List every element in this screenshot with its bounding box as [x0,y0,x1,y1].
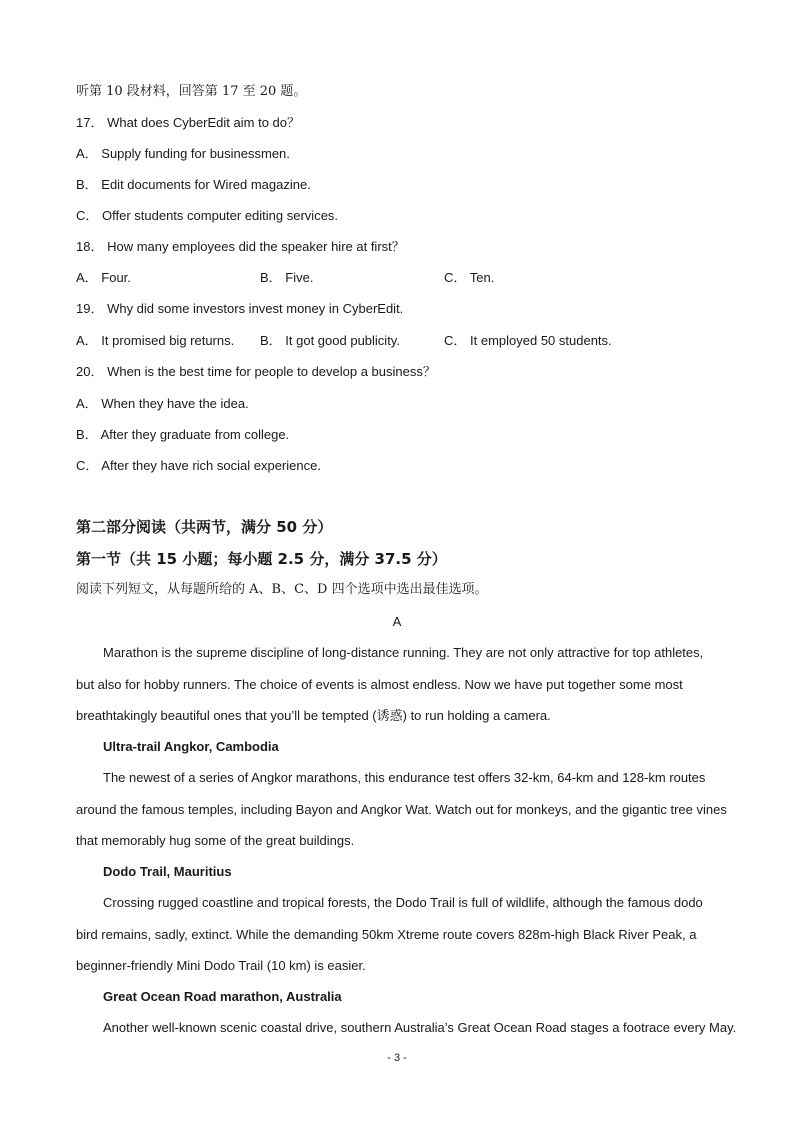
question-19-option-b: B． It got good publicity. [260,333,400,348]
dodo-line-1: Crossing rugged coastline and tropical forests, the Dodo Trail is full of wildlife, although the famous dodo [103,895,703,910]
section-heading-angkor: Ultra-trail Angkor, Cambodia [103,739,279,754]
dodo-line-3: beginner-friendly Mini Dodo Trail (10 km) is easier. [76,958,366,973]
question-17-option-c: C． Offer students computer editing services. [76,208,339,223]
question-19: 19． Why did some investors invest money in CyberEdit. [76,301,404,316]
question-17-option-a: A． Supply funding for businessmen. [76,146,290,161]
question-18-option-b: B． Five. [260,270,314,285]
dodo-line-2: bird remains, sadly, extinct. While the demanding 50km Xtreme route covers 828m-high Black River Peak, a [76,927,697,942]
reading-instruction: 阅读下列短文，从每题所给的 A、B、C、D 四个选项中选出最佳选项。 [76,582,488,597]
question-17: 17． What does CyberEdit aim to do？ [76,115,300,130]
section1-title: 第一节（共 15 小题；每小题 2.5 分，满分 37.5 分） [76,550,447,568]
passage-label: A [392,614,402,629]
question-20: 20． When is the best time for people to develop a business？ [76,364,436,379]
passage-intro-line-1: Marathon is the supreme discipline of long-distance running. They are not only attractive for top athletes, [103,645,704,660]
great-ocean-road-line-1: Another well-known scenic coastal drive, southern Australia’s Great Ocean Road stages a footrace every May. [103,1020,737,1035]
passage-intro-line-2: but also for hobby runners. The choice of events is almost endless. Now we have put together some most [76,677,683,692]
listening-instruction: 听第 10 段材料，回答第 17 至 20 题。 [76,84,307,99]
angkor-line-3: that memorably hug some of the great buildings. [76,833,355,848]
angkor-line-2: around the famous temples, including Bayon and Angkor Wat. Watch out for monkeys, and the gigantic tree vines [76,802,727,817]
angkor-line-1: The newest of a series of Angkor marathons, this endurance test offers 32-km, 64-km and 128-km routes [103,770,706,785]
question-18: 18． How many employees did the speaker hire at first？ [76,239,405,254]
question-19-option-a: A． It promised big returns. [76,333,235,348]
page-number: - 3 - [387,1052,407,1064]
section-heading-dodo: Dodo Trail, Mauritius [103,864,232,879]
question-20-option-a: A． When they have the idea. [76,396,249,411]
question-18-option-c: C． Ten. [444,270,495,285]
section-heading-great-ocean-road: Great Ocean Road marathon, Australia [103,989,342,1004]
question-17-option-b: B． Edit documents for Wired magazine. [76,177,311,192]
question-18-option-a: A． Four. [76,270,131,285]
part2-title: 第二部分阅读（共两节，满分 50 分） [76,518,333,536]
question-19-option-c: C． It employed 50 students. [444,333,612,348]
question-20-option-b: B． After they graduate from college. [76,427,290,442]
passage-intro-line-3: breathtakingly beautiful ones that you’ll be tempted (诱惑) to run holding a camera. [76,708,551,723]
question-20-option-c: C． After they have rich social experience. [76,458,321,473]
